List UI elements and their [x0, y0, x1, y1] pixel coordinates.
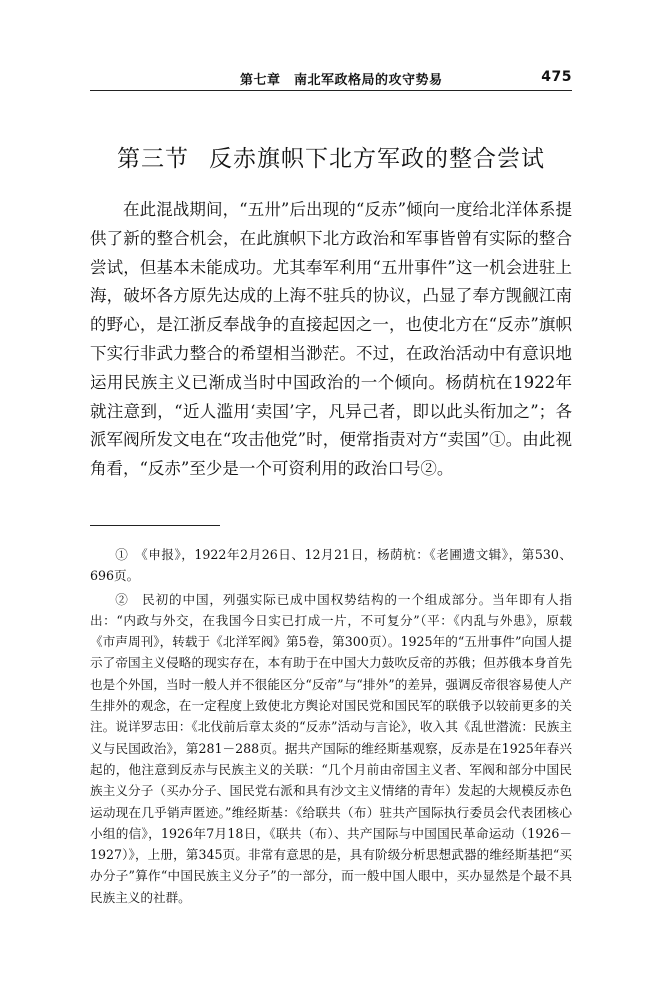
section-label: 第三节 [117, 146, 189, 172]
footnote-divider [90, 525, 220, 526]
body-paragraph: 在此混战期间，“五卅”后出现的“反赤”倾向一度给北洋体系提供了新的整合机会，在此旗帜下北方政治和军事皆曾有实际的整合尝试，但基本未能成功。尤其奉军利用“五卅事件”这一机会进驻上海，破坏各方原先达成的上海不驻兵的协议，凸显了奉方觊觎江南的野心，是江浙反奉战争的直接起因之一，也使北方在“反赤”旗帜下实行非武力整合的希望相当渺茫。不过，在政治活动中有意识地运用民族主义已渐成当时中国政治的一个倾向。杨荫杭在1922年就注意到，“近人滥用‘卖国’字，凡异己者，即以此头衔加之”；各派军阀所发文电在“攻击他党”时，便常指责对方“卖国”①。由此视角看，“反赤”至少是一个可资利用的政治口号②。 [90, 200, 572, 479]
footnote-2: ② 民初的中国，列强实际已成中国权势结构的一个组成部分。当年即有人指出：“内政与外交，在我国今日实已打成一片，不可复分”（平：《内乱与外患》，原载《市声周刊》，转载于《北洋军阀》第5卷，第300页）。1925年的“五卅事件”向国人提示了帝国主义侵略的现实存在，本有助于在中国大力鼓吹反帝的苏俄；但苏俄本身首先也是个外国，当时一般人并不很能区分“反帝”与“排外”的差异，强调反帝很容易使人产生排外的观念，在一定程度上致使北方舆论对国民党和国民军的联俄予以较前更多的关注。说详罗志田：《北伐前后章太炎的“反赤”活动与言论》，收入其《乱世潜流：民族主义与民国政治》，第281－288页。据共产国际的维经斯基观察，反赤是在1925年春兴起的，他注意到反赤与民族主义的关联：“几个月前由帝国主义者、军阀和部分中国民族主义分子（买办分子、国民党右派和具有沙文主义情绪的青年）发起的大规模反赤色运动现在几乎销声匿迹。”维经斯基：《给联共（布）驻共产国际执行委员会代表团核心小组的信》，1926年7月18日，《联共（布）、共产国际与中国国民革命运动（1926－1927）》，上册，第345页。非常有意思的是，具有阶级分析思想武器的维经斯基把“买办分子”算作“中国民族主义分子”的一部分，而一般中国人眼中，买办显然是个最不具民族主义的社群。 [90, 591, 572, 905]
page-number: 475 [541, 69, 572, 85]
body-text [90, 196, 572, 484]
section-title [90, 140, 572, 173]
footnotes [90, 544, 572, 910]
footnote-1: ① 《申报》，1922年2月26日、12月21日，杨荫杭：《老圃遗文辑》，第530、696页。 [90, 547, 572, 584]
running-head: 第七章 南北军政格局的攻守势易 [240, 73, 443, 88]
section-title-text: 反赤旗帜下北方军政的整合尝试 [209, 146, 545, 172]
page-header [90, 66, 572, 91]
